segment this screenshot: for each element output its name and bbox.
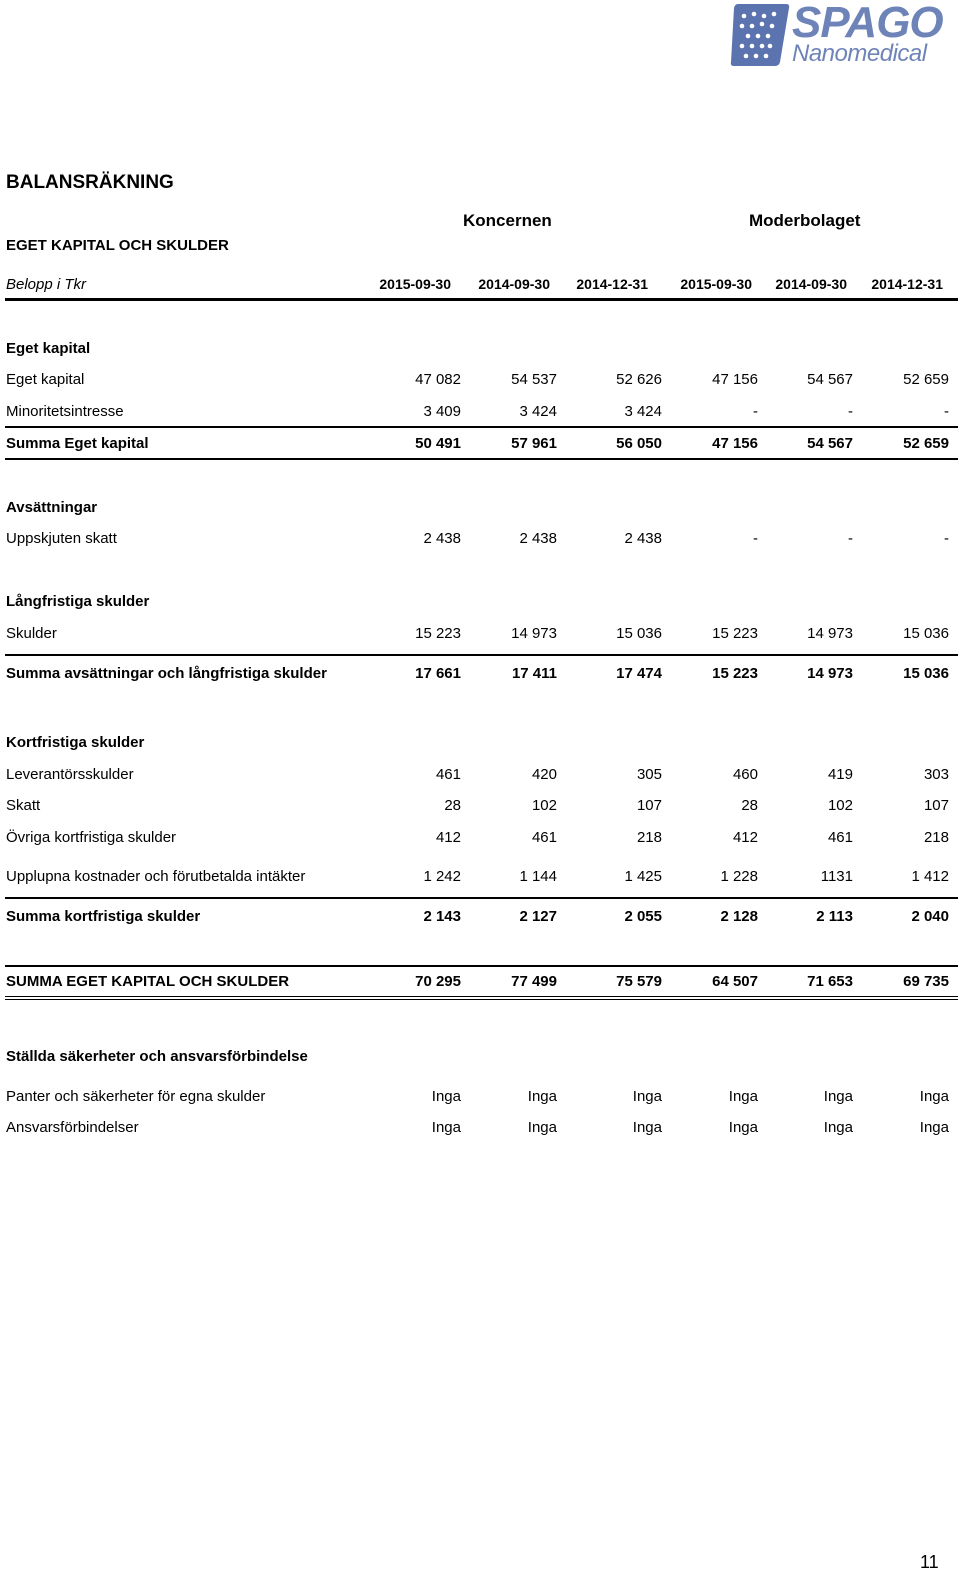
table-cell: 14 973 <box>807 665 853 682</box>
table-cell: 3 409 <box>423 403 461 420</box>
row-label: Eget kapital <box>6 371 85 388</box>
table-cell: 2 438 <box>519 530 557 547</box>
double-rule-lower <box>5 999 958 1000</box>
table-cell: 17 411 <box>511 665 557 682</box>
logo-text-nanomedical: Nanomedical <box>792 40 927 67</box>
unit-label: Belopp i Tkr <box>6 276 87 293</box>
table-cell: 54 567 <box>807 435 853 452</box>
table-cell: Inga <box>728 1119 758 1136</box>
table-cell: 15 036 <box>903 665 949 682</box>
table-cell: 303 <box>923 766 949 783</box>
section-subtitle: EGET KAPITAL OCH SKULDER <box>6 237 229 254</box>
table-cell: Inga <box>823 1119 853 1136</box>
table-cell: 54 537 <box>511 371 557 388</box>
table-cell: 47 082 <box>415 371 461 388</box>
table-cell: 412 <box>732 829 758 846</box>
table-cell: 102 <box>827 797 853 814</box>
table-cell: 1 412 <box>911 868 949 885</box>
table-cell: 15 223 <box>415 625 461 642</box>
table-cell: 17 661 <box>415 665 461 682</box>
table-cell: Inga <box>728 1088 758 1105</box>
table-cell: - <box>944 403 949 420</box>
table-cell: 2 438 <box>624 530 662 547</box>
table-cell: 218 <box>923 829 949 846</box>
page-number: 11 <box>920 1552 939 1572</box>
table-cell: - <box>753 530 758 547</box>
table-cell: 70 295 <box>415 973 461 990</box>
document-title: BALANSRÄKNING <box>6 172 174 193</box>
table-cell: 461 <box>827 829 853 846</box>
table-cell: 2 143 <box>423 908 461 925</box>
header-rule <box>5 298 958 301</box>
table-cell: 102 <box>531 797 557 814</box>
double-rule-upper <box>5 996 958 997</box>
table-cell: 2 438 <box>423 530 461 547</box>
table-cell: 460 <box>732 766 758 783</box>
logo-text-spago: SPAGO <box>792 0 943 47</box>
row-label: Panter och säkerheter för egna skulder <box>6 1088 266 1105</box>
grand-total-top-rule <box>5 965 958 967</box>
column-header-date: 2015-09-30 <box>680 276 752 292</box>
table-cell: Inga <box>632 1088 662 1105</box>
section-heading: Avsättningar <box>6 499 98 516</box>
table-cell: 15 223 <box>712 665 758 682</box>
column-header-date: 2014-09-30 <box>775 276 847 292</box>
table-cell: 28 <box>444 797 461 814</box>
column-header-date: 2015-09-30 <box>379 276 451 292</box>
section-heading: Kortfristiga skulder <box>6 734 145 751</box>
table-cell: 107 <box>636 797 662 814</box>
group-header-koncernen: Koncernen <box>463 211 552 230</box>
table-cell: - <box>944 530 949 547</box>
table-cell: 461 <box>435 766 461 783</box>
table-cell: 2 040 <box>911 908 949 925</box>
logo-mark-icon <box>730 2 790 68</box>
table-cell: Inga <box>527 1119 557 1136</box>
table-cell: 52 659 <box>903 371 949 388</box>
table-cell: 28 <box>741 797 758 814</box>
table-cell: 218 <box>636 829 662 846</box>
table-cell: 1 425 <box>624 868 662 885</box>
row-label-total: Summa avsättningar och långfristiga skulder <box>6 665 327 682</box>
table-cell: Inga <box>431 1088 461 1105</box>
row-label: Leverantörsskulder <box>6 766 134 783</box>
table-cell: 50 491 <box>415 435 461 452</box>
table-cell: 75 579 <box>616 973 662 990</box>
spago-nanomedical-logo <box>730 2 955 70</box>
subtotal-rule <box>5 654 958 656</box>
table-cell: 3 424 <box>519 403 557 420</box>
table-cell: 1 242 <box>423 868 461 885</box>
column-header-date: 2014-09-30 <box>478 276 550 292</box>
table-cell: - <box>753 403 758 420</box>
section-heading: Långfristiga skulder <box>6 593 150 610</box>
column-header-date: 2014-12-31 <box>871 276 943 292</box>
table-cell: Inga <box>527 1088 557 1105</box>
table-cell: 15 036 <box>616 625 662 642</box>
table-cell: 54 567 <box>807 371 853 388</box>
table-cell: 47 156 <box>712 435 758 452</box>
row-label-grand-total: SUMMA EGET KAPITAL OCH SKULDER <box>6 973 290 990</box>
row-label-total: Summa Eget kapital <box>6 435 149 452</box>
table-cell: 107 <box>923 797 949 814</box>
table-cell: 47 156 <box>712 371 758 388</box>
subtotal-rule <box>5 897 958 899</box>
table-cell: 2 128 <box>720 908 758 925</box>
total-rule <box>5 458 958 460</box>
table-cell: 3 424 <box>624 403 662 420</box>
table-cell: 2 055 <box>624 908 662 925</box>
table-cell: 1 228 <box>720 868 758 885</box>
table-cell: 15 036 <box>903 625 949 642</box>
table-cell: Inga <box>431 1119 461 1136</box>
table-cell: 2 113 <box>816 908 853 925</box>
table-cell: 461 <box>531 829 557 846</box>
table-cell: 412 <box>435 829 461 846</box>
table-cell: 52 626 <box>616 371 662 388</box>
table-cell: 77 499 <box>511 973 557 990</box>
row-label: Övriga kortfristiga skulder <box>6 829 177 846</box>
table-cell: Inga <box>919 1119 949 1136</box>
table-cell: 57 961 <box>511 435 557 452</box>
table-cell: - <box>848 403 853 420</box>
table-cell: 71 653 <box>807 973 853 990</box>
section-heading: Ställda säkerheter och ansvarsförbindelse <box>6 1048 308 1065</box>
row-label: Uppskjuten skatt <box>6 530 117 547</box>
table-cell: 14 973 <box>807 625 853 642</box>
row-label: Skulder <box>6 625 57 642</box>
table-cell: 420 <box>531 766 557 783</box>
table-cell: Inga <box>632 1119 662 1136</box>
row-label: Ansvarsförbindelser <box>6 1119 139 1136</box>
row-label: Minoritetsintresse <box>6 403 124 420</box>
table-cell: Inga <box>919 1088 949 1105</box>
table-cell: 56 050 <box>616 435 662 452</box>
table-cell: 14 973 <box>511 625 557 642</box>
row-label: Skatt <box>6 797 41 814</box>
table-cell: 305 <box>636 766 662 783</box>
table-cell: 2 127 <box>519 908 557 925</box>
subtotal-rule <box>5 426 958 428</box>
table-cell: 64 507 <box>712 973 758 990</box>
table-cell: 17 474 <box>616 665 662 682</box>
row-label-total: Summa kortfristiga skulder <box>6 908 201 925</box>
group-header-moderbolaget: Moderbolaget <box>749 211 861 230</box>
row-label: Upplupna kostnader och förutbetalda intäkter <box>6 868 306 885</box>
section-heading: Eget kapital <box>6 340 91 357</box>
table-cell: - <box>848 530 853 547</box>
table-cell: 15 223 <box>712 625 758 642</box>
table-cell: 1 144 <box>519 868 557 885</box>
table-cell: 52 659 <box>903 435 949 452</box>
table-cell: 419 <box>827 766 853 783</box>
table-cell: 1131 <box>820 868 853 885</box>
table-cell: 69 735 <box>903 973 949 990</box>
table-cell: Inga <box>823 1088 853 1105</box>
column-header-date: 2014-12-31 <box>576 276 648 292</box>
